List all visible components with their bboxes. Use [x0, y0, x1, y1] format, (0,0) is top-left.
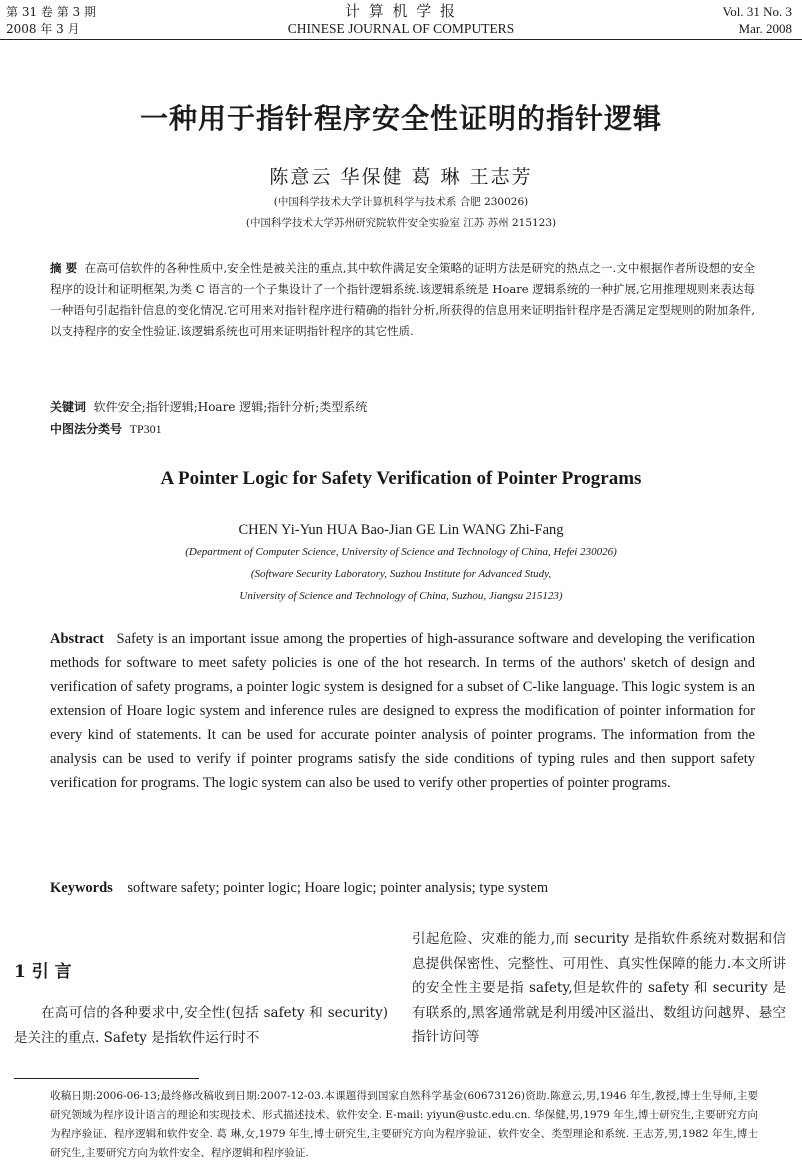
en-keywords-label: Keywords: [50, 880, 113, 896]
cn-clc: [50, 420, 162, 437]
section-1-right-column: 引起危险、灾难的能力,而 security 是指软件系统对数据和信息提供保密性、完整性、可用性、真实性保障的能力.本文所讲的安全性主要是指 safety,但是软件的 safety 和 security 是有联系的,黑客通常就是利用缓冲区溢出、数组访问越界、悬空指针访问等: [412, 931, 786, 1045]
journal-name-cn: 计 算 机 学 报: [344, 2, 458, 20]
footnote-rule: [14, 1078, 199, 1079]
journal-name-en: CHINESE JOURNAL OF COMPUTERS: [287, 21, 515, 36]
cn-title: 一种用于指针程序安全性证明的指针逻辑: [139, 102, 662, 135]
cn-authors: 陈意云 华保健 葛 琳 王志芳: [269, 166, 533, 188]
en-abstract-text: Safety is an important issue among the properties of high-assurance software and developing the verification methods for software to meet safety policies is one of the hot research. In terms of the authors' sketch of design and verification of safety programs, a pointer logic system is designed for a subset of C-like language. This logic system is an extension of Hoare logic system and inference rules are designed to express the modification of pointer information for every kind of statements. It can be used for accurate pointer analysis of pointer programs. The information from the analysis can be used to verify if pointer programs satisfy the side conditions of typing rules and then support safety verification for programs. The logic system can also be used to verify other properties of pointer programs.: [50, 631, 756, 791]
cn-clc-label: 中图法分类号: [50, 422, 123, 436]
cn-keywords-label: 关键词: [50, 400, 87, 414]
cn-abstract-text: 在高可信软件的各种性质中,安全性是被关注的重点,其中软件满足安全策略的证明方法是研究的热点之一.文中根据作者所设想的安全程序的设计和证明框架,为类 C 语言的一个子集设计了一个指针逻辑系统.该逻辑系统是 Hoare 逻辑系统的一种扩展,它用推理规则来表达每一种语句引起指针信息的变化情况.它可用来对指针程序进行精确的指针分析,所获得的信息用来证明指针程序是否满足定型规则的附加条件,以支持程序的安全性验证.该逻辑系统也可用来证明指针程序的其它性质.: [50, 261, 755, 338]
en-authors: CHEN Yi-Yun HUA Bao-Jian GE Lin WANG Zhi-Fang: [238, 522, 564, 538]
cn-keywords: [50, 398, 367, 415]
en-affiliation-1: (Department of Computer Science, University of Science and Technology of China, Hefei 230026): [185, 546, 617, 558]
cn-keywords-text: 软件安全;指针逻辑;Hoare 逻辑;指针分析;类型系统: [93, 400, 368, 414]
header-rule: [0, 39, 802, 40]
publication-date: 2008 年 3 月: [6, 22, 80, 36]
en-abstract-label: Abstract: [50, 631, 104, 647]
en-keywords-text: software safety; pointer logic; Hoare logic; pointer analysis; type system: [127, 880, 549, 896]
footnote: 收稿日期:2006-06-13;最终修改稿收到日期:2007-12-03.本课题得到国家自然科学基金(60673126)资助.陈意云,男,1946 年生,教授,博士生导师,主要研究领域为程序设计语言的理论和实现技术、形式描述技术、软件安全. E-mail: yiyun@ustc.edu.cn. 华保健,男,1979 年生,博士研究生,主要研究方向为程序验证、程序逻辑和软件安全. 葛 琳,女,1979 年生,博士研究生,主要研究方向为程序验证、软件安全、类型理论和系统. 王志芳,男,1982 年生,博士研究生,主要研究方向为软件安全、程序逻辑和程序验证.: [50, 1090, 758, 1159]
cn-abstract-label: 摘 要: [50, 261, 78, 275]
volume-issue: 第 31 卷 第 3 期: [6, 5, 96, 19]
en-title: A Pointer Logic for Safety Verification of Pointer Programs: [160, 468, 642, 489]
en-affiliation-3: University of Science and Technology of China, Suzhou, Jiangsu 215123): [239, 590, 563, 602]
section-1-heading: 1 引 言: [14, 962, 72, 982]
cn-abstract: [50, 258, 755, 342]
en-abstract: [50, 627, 755, 795]
cn-clc-text: TP301: [129, 422, 162, 436]
cn-affiliation-2: (中国科学技术大学苏州研究院软件安全实验室 江苏 苏州 215123): [245, 217, 557, 229]
en-keywords: [50, 880, 548, 897]
month-year: Mar. 2008: [738, 21, 792, 36]
section-1-left-column: 在高可信的各种要求中,安全性(包括 safety 和 security)是关注的重点. Safety 是指软件运行时不: [14, 1005, 388, 1046]
en-affiliation-2: (Software Security Laboratory, Suzhou Institute for Advanced Study,: [250, 568, 552, 580]
cn-affiliation-1: (中国科学技术大学计算机科学与技术系 合肥 230026): [273, 196, 529, 208]
vol-no: Vol. 31 No. 3: [722, 4, 792, 19]
